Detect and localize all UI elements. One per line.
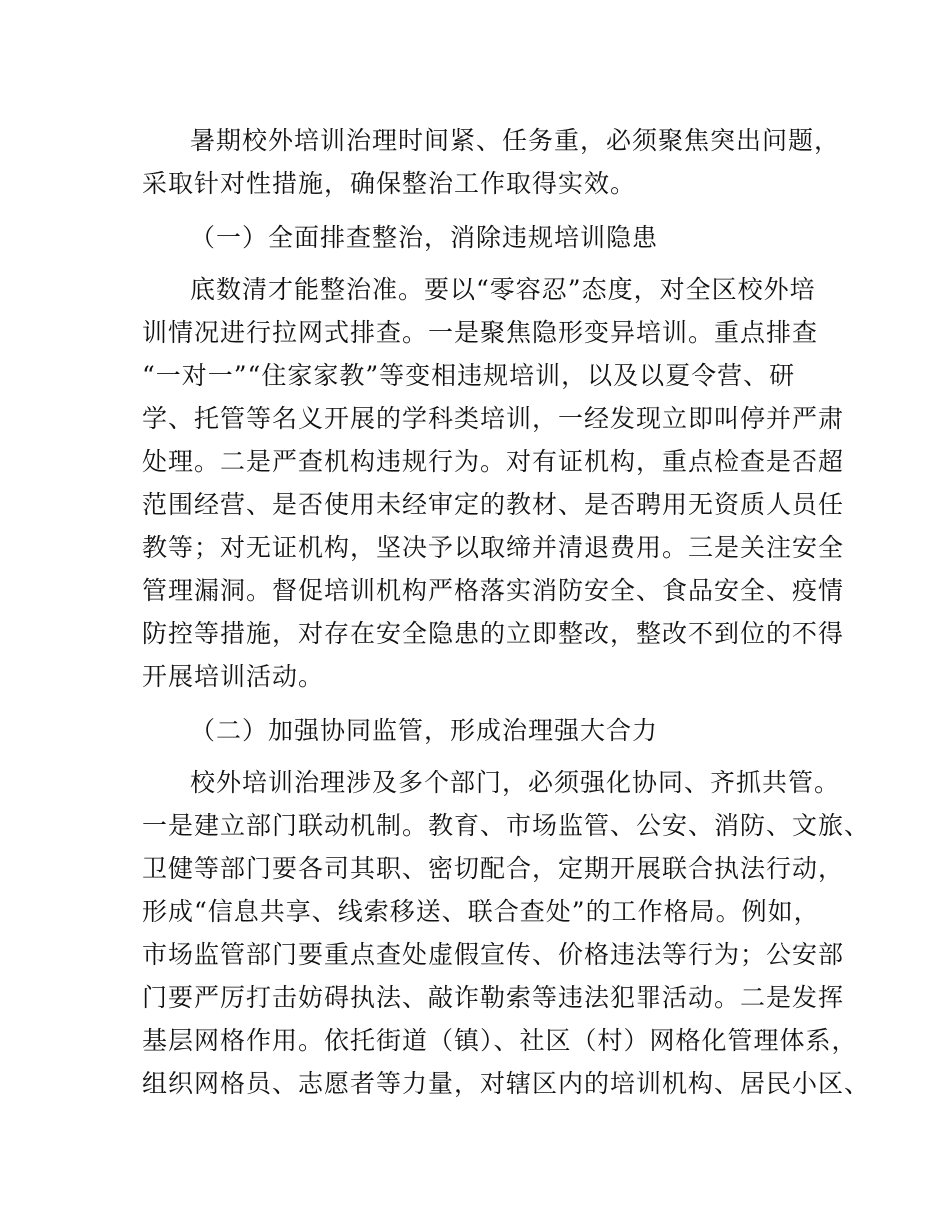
paragraph-line: 处理。二是严查机构违规行为。对有证机构，重点检查是否超	[142, 447, 845, 476]
paragraph-line: 市场监管部门要重点查处虚假宣传、价格违法等行为；公安部	[142, 940, 845, 969]
paragraph-line: 一是建立部门联动机制。教育、市场监管、公安、消防、文旅、	[142, 811, 871, 840]
paragraph-line: 管理漏洞。督促培训机构严格落实消防安全、食品安全、疫情	[142, 576, 845, 605]
paragraph-line: “一对一”“住家家教”等变相违规培训，以及以夏令营、研	[142, 361, 796, 390]
paragraph-line: 防控等措施，对存在安全隐患的立即整改，整改不到位的不得	[142, 619, 845, 648]
paragraph-line: 采取针对性措施，确保整治工作取得实效。	[142, 169, 637, 198]
section-heading: （一）全面排查整治，消除违规培训隐患	[190, 223, 659, 252]
paragraph-line: 训情况进行拉网式排查。一是聚焦隐形变异培训。重点排查	[142, 318, 819, 347]
paragraph-line: 教等；对无证机构，坚决予以取缔并清退费用。三是关注安全	[142, 533, 845, 562]
paragraph-line: 底数清才能整治准。要以“零容忍”态度，对全区校外培	[190, 275, 816, 304]
paragraph-line: 组织网格员、志愿者等力量，对辖区内的培训机构、居民小区、	[142, 1069, 871, 1098]
paragraph-line: 卫健等部门要各司其职、密切配合，定期开展联合执法行动，	[142, 854, 845, 883]
paragraph-line: 开展培训活动。	[142, 662, 325, 691]
section-heading: （二）加强协同监管，形成治理强大合力	[190, 716, 659, 745]
paragraph-line: 形成“信息共享、线索移送、联合查处”的工作格局。例如，	[142, 897, 820, 926]
paragraph-line: 范围经营、是否使用未经审定的教材、是否聘用无资质人员任	[142, 490, 845, 519]
paragraph-line: 学、托管等名义开展的学科类培训，一经发现立即叫停并严肃	[142, 404, 845, 433]
paragraph-line: 门要严厉打击妨碍执法、敲诈勒索等违法犯罪活动。二是发挥	[142, 983, 845, 1012]
paragraph-line: 校外培训治理涉及多个部门，必须强化协同、齐抓共管。	[190, 768, 841, 797]
paragraph-line: 暑期校外培训治理时间紧、任务重，必须聚焦突出问题，	[190, 126, 841, 155]
paragraph-line: 基层网格作用。依托街道（镇）、社区（村）网格化管理体系，	[142, 1026, 858, 1055]
